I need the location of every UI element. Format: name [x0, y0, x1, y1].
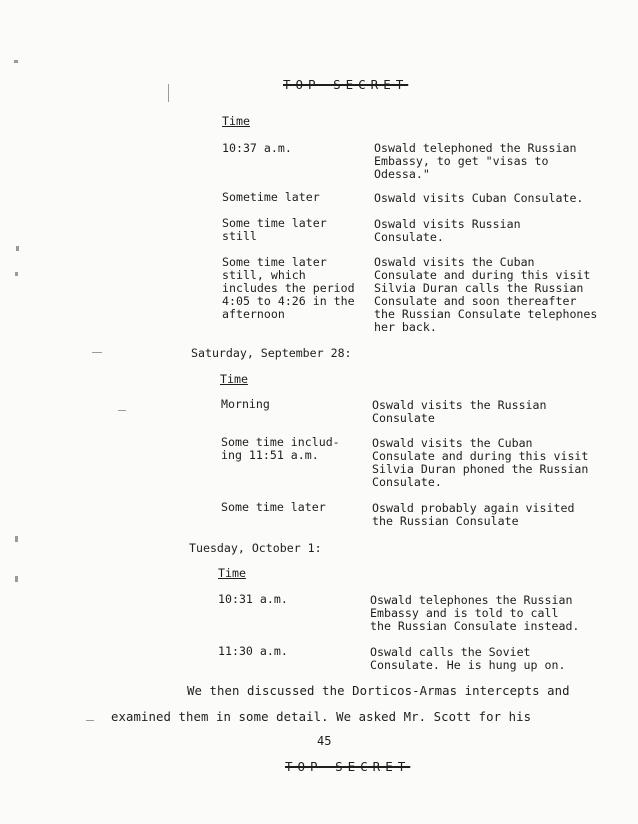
classification-header: TOP SECRET	[283, 77, 409, 92]
margin-speck	[15, 536, 18, 542]
event-cell: Oswald visits the Cuban Consulate and during this visit Silvia Duran phoned the Russian Consulate.	[372, 436, 589, 489]
event-cell: Oswald visits the Cuban Consulate and during this visit Silvia Duran calls the Russian Consulate and soon thereafter the Russian Consulate telephones her back.	[374, 255, 598, 334]
event-cell: Oswald telephones the Russian Embassy and is told to call the Russian Consulate instead.	[370, 593, 580, 633]
date-heading: Tuesday, October 1:	[189, 541, 322, 555]
time-cell: Some time includ- ing 11:51 a.m.	[221, 435, 340, 462]
page-number: 45	[317, 734, 332, 748]
time-cell: Some time later	[221, 500, 326, 514]
event-cell: Oswald visits Cuban Consulate.	[374, 191, 584, 205]
margin-speck	[168, 84, 169, 102]
time-cell: Some time later still, which includes the period 4:05 to 4:26 in the afternoon	[222, 255, 355, 321]
margin-speck	[16, 246, 19, 251]
event-cell: Oswald visits Russian Consulate.	[374, 217, 521, 244]
time-cell: 11:30 a.m.	[218, 644, 288, 658]
margin-speck	[86, 720, 94, 721]
time-heading: Time	[220, 372, 248, 386]
closing-paragraph-line: We then discussed the Dorticos-Armas intercepts and	[187, 684, 570, 698]
time-cell: Sometime later	[222, 190, 320, 204]
time-cell: Some time later still	[222, 216, 327, 243]
time-heading: Time	[218, 566, 246, 580]
time-cell: Morning	[221, 397, 270, 411]
event-cell: Oswald visits the Russian Consulate	[372, 398, 547, 425]
event-cell: Oswald telephoned the Russian Embassy, to get "visas to Odessa."	[374, 141, 577, 181]
time-cell: 10:37 a.m.	[222, 141, 292, 155]
classification-footer: TOP SECRET	[285, 759, 411, 774]
margin-speck	[118, 410, 126, 411]
margin-speck	[15, 272, 18, 276]
time-cell: 10:31 a.m.	[218, 592, 288, 606]
time-heading: Time	[222, 114, 250, 128]
margin-speck	[92, 352, 102, 353]
margin-speck	[15, 576, 18, 582]
closing-paragraph-line: examined them in some detail. We asked Mr. Scott for his	[111, 710, 532, 724]
date-heading: Saturday, September 28:	[191, 346, 352, 360]
margin-speck	[14, 60, 18, 63]
event-cell: Oswald calls the Soviet Consulate. He is hung up on.	[370, 645, 566, 672]
event-cell: Oswald probably again visited the Russian Consulate	[372, 501, 575, 528]
